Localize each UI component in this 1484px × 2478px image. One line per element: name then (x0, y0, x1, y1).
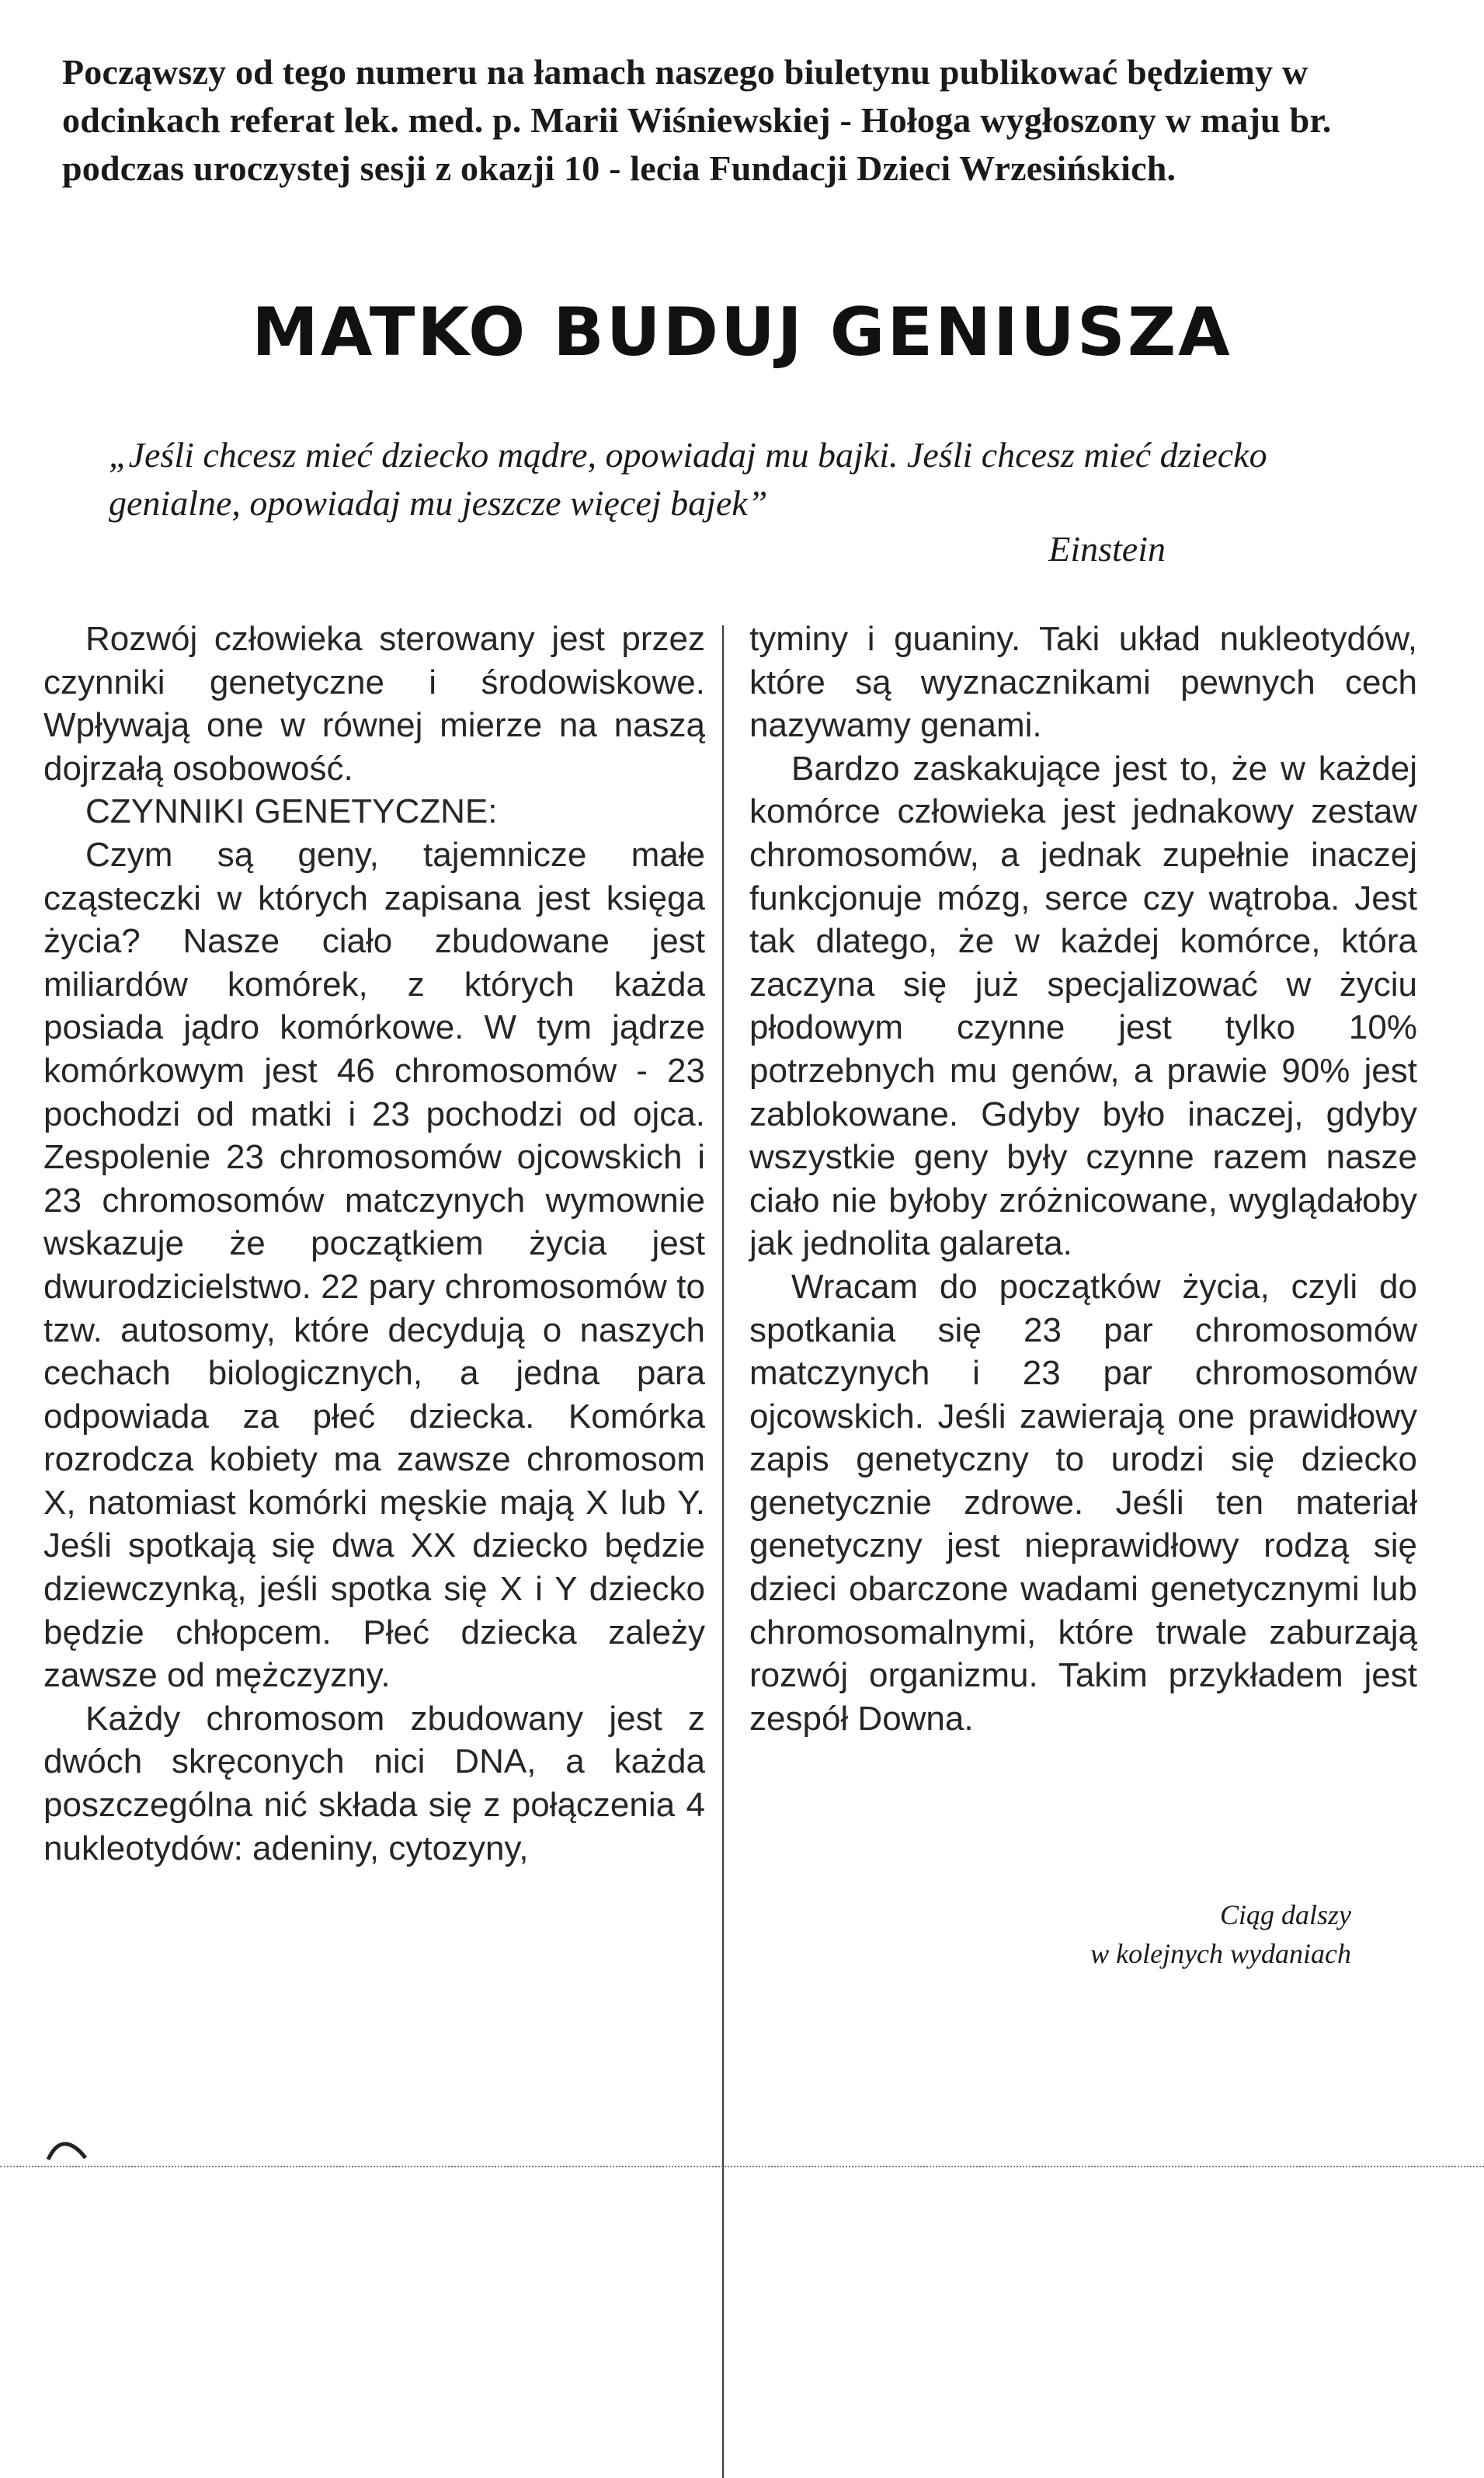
left-column (43, 618, 705, 1870)
epigraph (109, 431, 1398, 527)
continued-note (1010, 1895, 1351, 1973)
paragraph: Czym są geny, tajemnicze małe cząsteczki w których zapisana jest księga życia? Nasze ciało zbudowane jest miliardów komórek, z których każda posiada jądro komórkowe. W tym jądrze komórkowym jest 46 chromosomów - 23 pochodzi od matki i 23 pochodzi od ojca. Zespolenie 23 chromosomów ojcowskich i 23 chromosomów matczynych wymownie wskazuje że początkiem życia jest dwurodzicielstwo. 22 pary chromosomów to tzw. autosomy, które decydują o naszych cechach biologicznych, a jedna para odpowiada za płeć dziecka. Komórka rozrodcza kobiety ma zawsze chromosom X, natomiast komórki męskie mają X lub Y. Jeśli spotkają się dwa XX dziecko będzie dziewczynką, jeśli spotka się X i Y dziecko będzie chłopcem. Płeć dziecka zależy zawsze od mężczyzny. (43, 835, 705, 1695)
continued-line-2: w kolejnych wydaniach (1090, 1938, 1351, 1969)
epigraph-author: Einstein (1048, 529, 1166, 569)
column-divider (722, 625, 724, 2478)
intro-note (62, 48, 1398, 193)
article-title: MATKO BUDUJ GENIUSZA (252, 294, 1232, 371)
section-heading: CZYNNIKI GENETYCZNE: (85, 792, 498, 831)
intro-text: Począwszy od tego numeru na łamach naszego biuletynu publikować będziemy w odcinkach referat lek. med. p. Marii Wiśniewskiej - Hołoga wygłoszony w maju br. podczas uroczystej sesji z okazji 10 - lecia Fundacji Dzieci Wrzesińskich. (62, 52, 1332, 188)
continued-line-1: Ciąg dalszy (1219, 1899, 1351, 1930)
right-column (749, 618, 1417, 1740)
scan-mark-icon (45, 2138, 89, 2161)
paragraph: Wracam do początków życia, czyli do spotkania się 23 par chromosomów matczynych i 23 par chromosomów ojcowskich. Jeśli zawierają one prawidłowy zapis genetyczny to urodzi się dziecko genetycznie zdrowe. Jeśli ten materiał genetyczny jest nieprawidłowy rodzą się dzieci obarczone wadami genetycznymi lub chromosomalnymi, które trwale zaburzają rozwój organizmu. Takim przykładem jest zespół Downa. (749, 1267, 1417, 1738)
paragraph: Rozwój człowieka sterowany jest przez czynniki genetyczne i środowiskowe. Wpływają one w równej mierze na naszą dojrzałą osobowość. (43, 620, 705, 788)
epigraph-quote: „Jeśli chcesz mieć dziecko mądre, opowiadaj mu bajki. Jeśli chcesz mieć dziecko genialne, opowiadaj mu jeszcze więcej bajek” (109, 435, 1267, 523)
bottom-rule (0, 2166, 1484, 2167)
paragraph: tyminy i guaniny. Taki układ nukleotydów, które są wyznacznikami pewnych cech nazywamy genami. (749, 620, 1417, 745)
paragraph: Bardzo zaskakujące jest to, że w każdej komórce człowieka jest jednakowy zestaw chromosomów, a jednak zupełnie inaczej funkcjonuje mózg, serce czy wątroba. Jest tak dlatego, że w każdej komórce, która zaczyna się już specjalizować w życiu płodowym czynne jest tylko 10% potrzebnych mu genów, a prawie 90% jest zablokowane. Gdyby było inaczej, gdyby wszystkie geny były czynne razem nasze ciało nie byłoby zróżnicowane, wyglądałoby jak jednolita galareta. (749, 749, 1417, 1263)
paragraph: Każdy chromosom zbudowany jest z dwóch skręconych nici DNA, a każda poszczególna nić składa się z połączenia 4 nukleotydów: adeniny, cytozyny, (43, 1699, 705, 1867)
